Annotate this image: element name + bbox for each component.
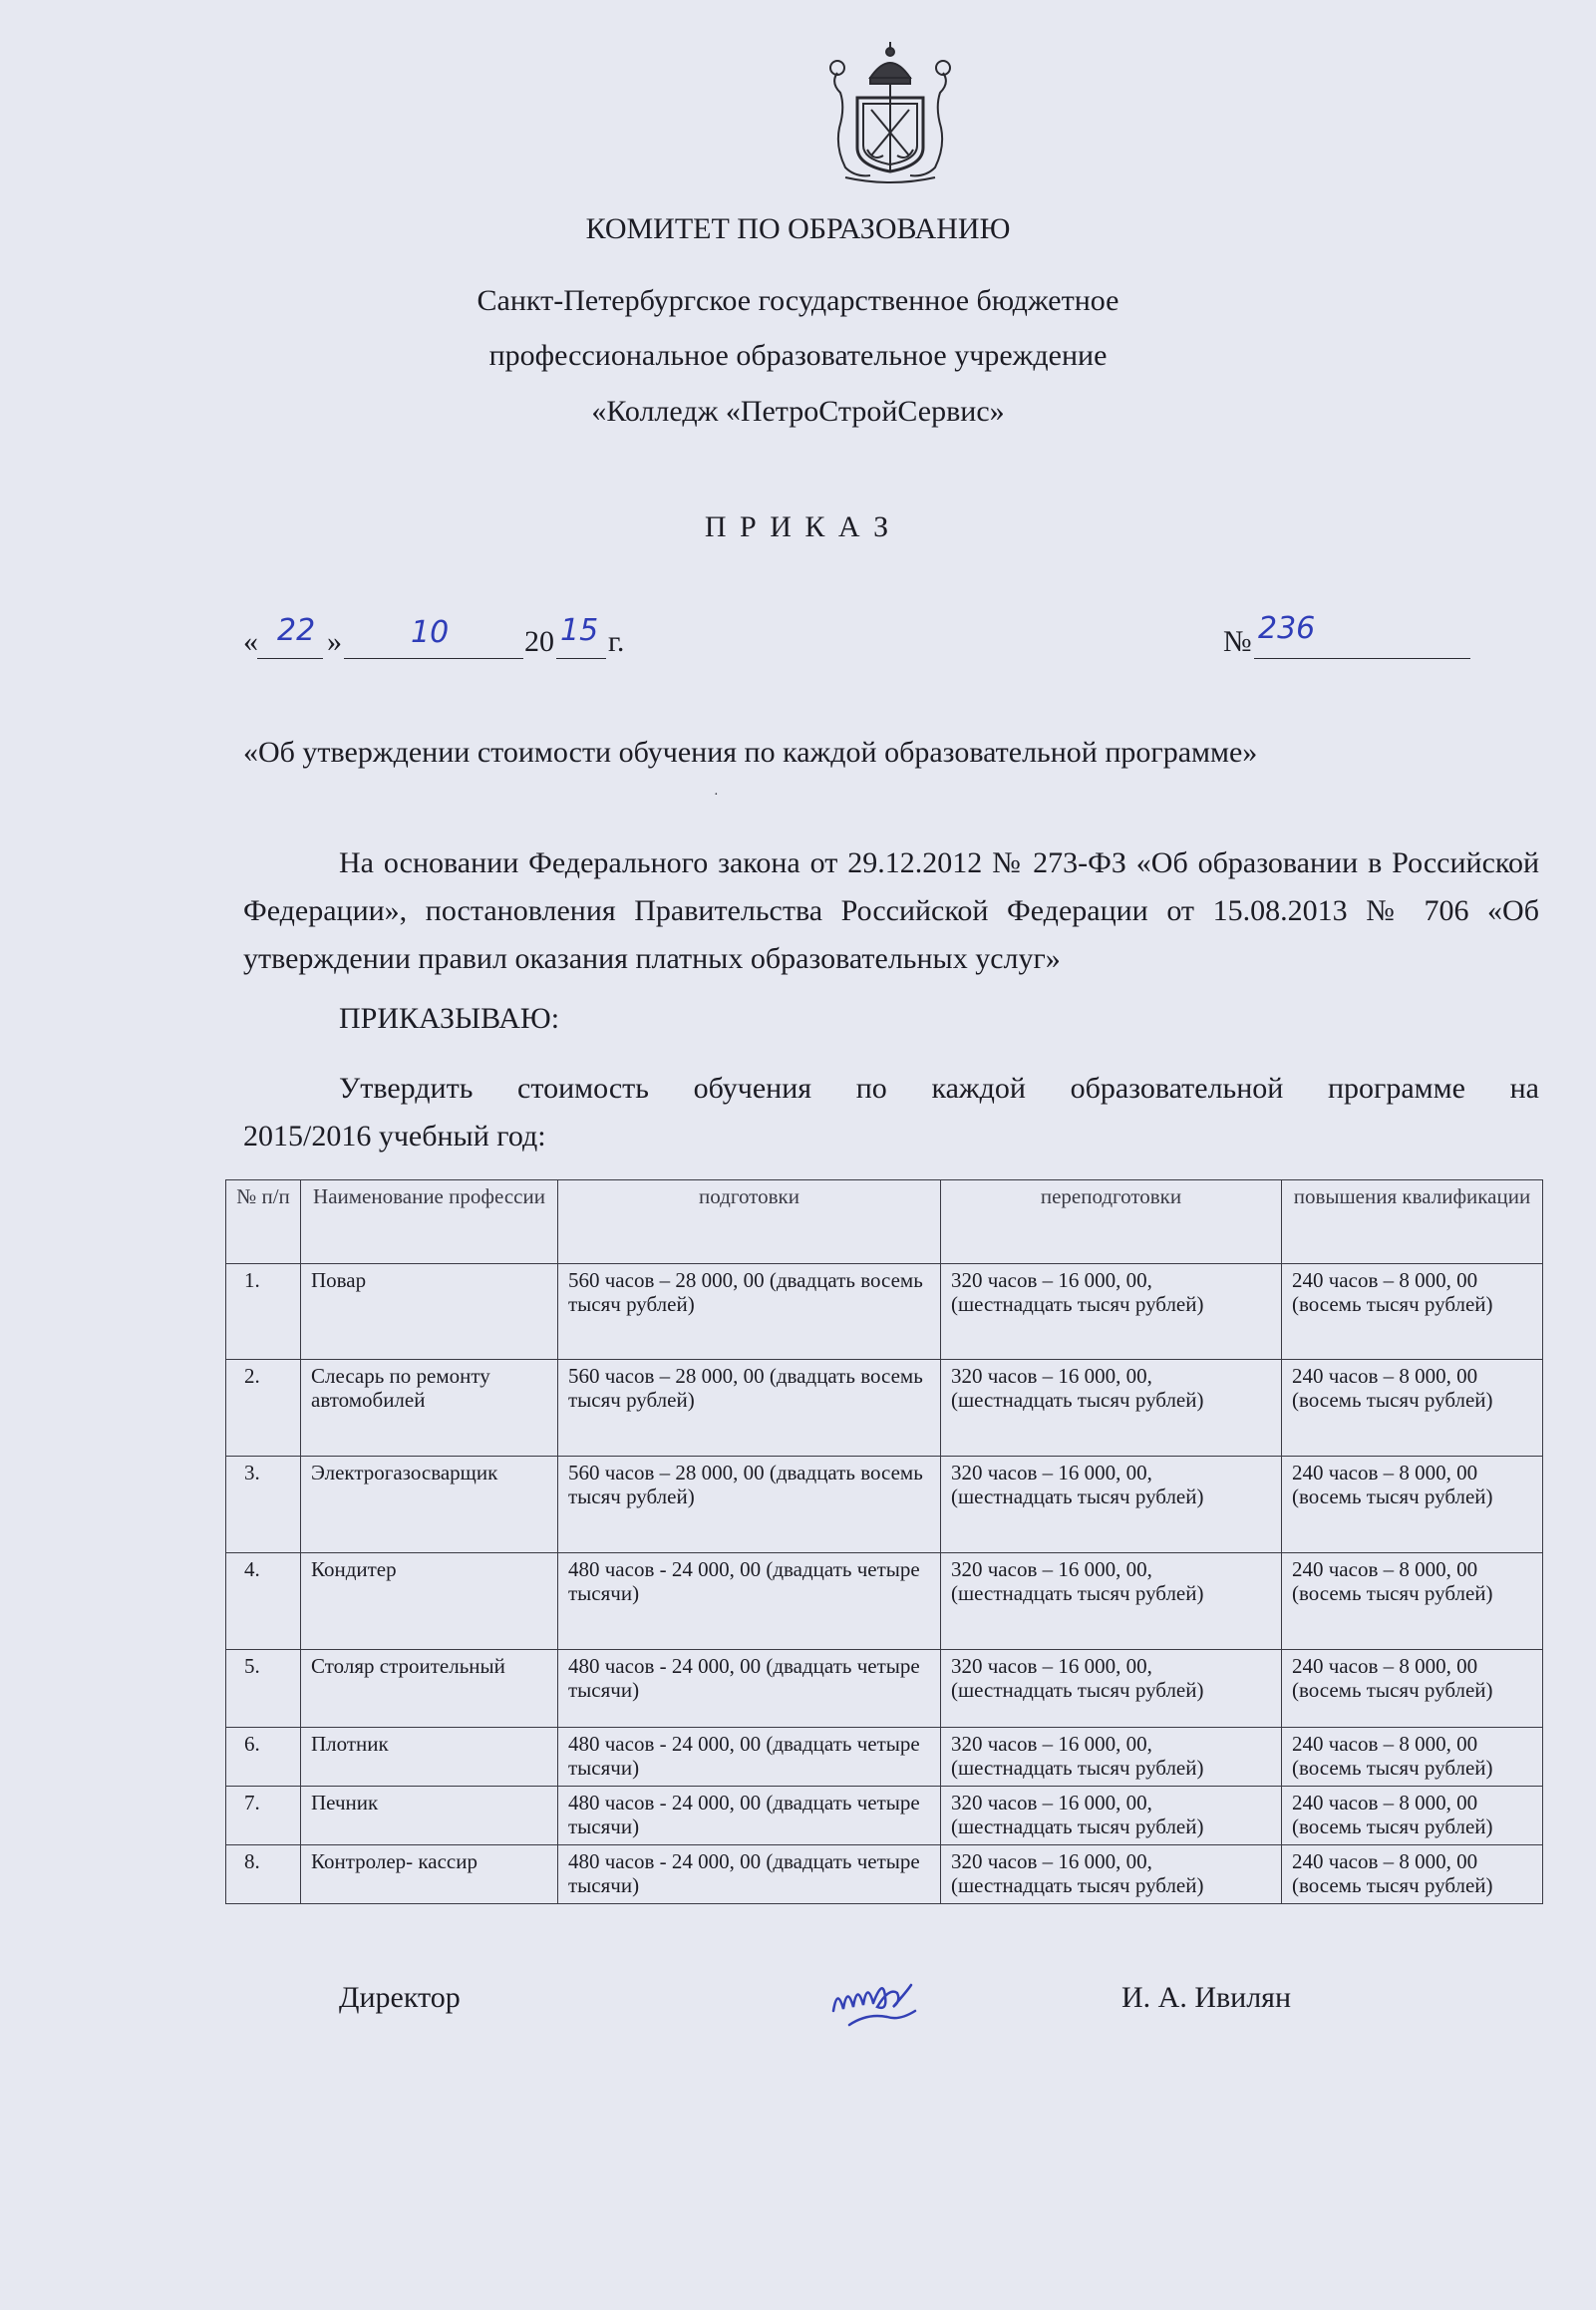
row-number: 8.	[226, 1845, 301, 1904]
row-profession: Плотник	[301, 1728, 558, 1787]
row-qualification-cost: 240 часов – 8 000, 00 (восемь тысяч рублей)	[1282, 1360, 1543, 1457]
row-qualification-cost: 240 часов – 8 000, 00 (восемь тысяч рублей)	[1282, 1553, 1543, 1650]
order-word: ПРИКАЗЫВАЮ:	[339, 1002, 560, 1035]
row-number: 2.	[226, 1360, 301, 1457]
row-number: 6.	[226, 1728, 301, 1787]
row-retraining-cost: 320 часов – 16 000, 00, (шестнадцать тысяч рублей)	[941, 1650, 1282, 1728]
row-retraining-cost: 320 часов – 16 000, 00, (шестнадцать тысяч рублей)	[941, 1728, 1282, 1787]
order-number: 236	[1258, 611, 1316, 646]
committee-title: КОМИТЕТ ПО ОБРАЗОВАНИЮ	[585, 212, 1011, 245]
order-document: КОМИТЕТ ПО ОБРАЗОВАНИЮ Санкт-Петербургское государственное бюджетное профессиональное образовательное учреждение «Колледж «ПетроСтройСервис» П Р И К А З « 22 » 10 20 15 г. № 236 «Об утверждении стоимости обучения по каждой образовательной программе» · На основании Федерального закона от 29.12.2012 № 273-ФЗ «Об образовании в Российской Федерации», постановления Правительства Российской Федерации от 15.08.2013 № 706 «Об утверждении правил оказания платных образовательных услуг» ПРИКАЗЫВАЮ: Утвердить стоимость обучения по каждой образовательной программе на 2015/2016 учебный год: № п/п Наименование профессии подготовки переподготовки повышения квалификации 1. Повар 560 часов – 28 000, 00 (двадцать восемь тысяч рублей) 320 часов – 16 000, 00, (шестнадцать тысяч рублей) 240 часов – 8 000, 00 (восемь тысяч рублей) 2. Слесарь по ремонту автомобилей 560 часов – 28 000, 00 (двадцать восемь тысяч рублей) 320 часов – 16 000, 00, (шестнадцать тысяч рублей) 240 часов – 8 000, 00 (восемь тысяч рублей) 3. Электрогазосварщик 560 часов – 28 000, 00 (двадцать восемь тысяч рублей) 320 часов – 16 000, 00, (шестнадцать тысяч рублей) 240 часов – 8 000, 00 (восемь тысяч рублей) 4. Кондитер 480 часов - 24 000, 00 (двадцать четыре тысячи) 320 часов – 16 000, 00, (шестнадцать тысяч рублей) 240 часов – 8 000, 00 (восемь тысяч рублей) 5. Столяр строительный 480 часов - 24 000, 00 (двадцать четыре тысячи) 320 часов – 16 000, 00, (шестнадцать тысяч рублей) 240 часов – 8 000, 00 (восемь тысяч рублей) 6. Плотник 480 часов - 24 000, 00 (двадцать четыре тысячи) 320 часов – 16 000, 00, (шестнадцать тысяч рублей) 240 часов – 8 000, 00 (восемь тысяч рублей) 7. Печник 480 часов - 24 000, 00 (двадцать четыре тысячи) 320 часов – 16 000, 00, (шестнадцать тысяч рублей) 240 часов – 8 000, 00 (восемь тысяч рублей) 8. Контролер- кассир 480 часов - 24 000, 00 (двадцать четыре тысячи) 320 часов – 16 000, 00, (шестнадцать тысяч рублей) 240 часов – 8 000, 00 (восемь тысяч рублей) Директор И. А. Ивилян	[0, 0, 1596, 2310]
fees-table	[225, 1179, 1543, 1904]
row-profession: Повар	[301, 1264, 558, 1360]
row-profession: Кондитер	[301, 1553, 558, 1650]
signatory-name: И. А. Ивилян	[1121, 1981, 1292, 2014]
row-training-cost: 480 часов - 24 000, 00 (двадцать четыре тысячи)	[558, 1650, 941, 1728]
date-year-unit: г.	[608, 625, 625, 658]
header-qualification: повышения квалификации	[1282, 1180, 1543, 1264]
table-row	[226, 1553, 1543, 1650]
row-retraining-cost: 320 часов – 16 000, 00, (шестнадцать тысяч рублей)	[941, 1264, 1282, 1360]
row-profession: Печник	[301, 1787, 558, 1845]
row-retraining-cost: 320 часов – 16 000, 00, (шестнадцать тысяч рублей)	[941, 1787, 1282, 1845]
table-row	[226, 1650, 1543, 1728]
row-number: 1.	[226, 1264, 301, 1360]
row-training-cost: 560 часов – 28 000, 00 (двадцать восемь тысяч рублей)	[558, 1457, 941, 1553]
org-name-line-1: Санкт-Петербургское государственное бюджетное	[477, 284, 1119, 317]
row-qualification-cost: 240 часов – 8 000, 00 (восемь тысяч рублей)	[1282, 1650, 1543, 1728]
row-training-cost: 480 часов - 24 000, 00 (двадцать четыре тысячи)	[558, 1845, 941, 1904]
table-row	[226, 1787, 1543, 1845]
table-row	[226, 1264, 1543, 1360]
approve-line-2: 2015/2016 учебный год:	[243, 1120, 546, 1153]
row-training-cost: 480 часов - 24 000, 00 (двадцать четыре тысячи)	[558, 1728, 941, 1787]
row-number: 3.	[226, 1457, 301, 1553]
date-year-suffix: 15	[560, 613, 599, 648]
row-number: 7.	[226, 1787, 301, 1845]
row-profession: Электрогазосварщик	[301, 1457, 558, 1553]
row-retraining-cost: 320 часов – 16 000, 00, (шестнадцать тысяч рублей)	[941, 1360, 1282, 1457]
date-month: 10	[411, 615, 450, 650]
basis-paragraph: На основании Федерального закона от 29.12.2012 № 273-ФЗ «Об образовании в Российской Федерации», постановления Правительства Российской Федерации от 15.08.2013 № 706 «Об утверждении правил оказания платных образовательных услуг»	[243, 846, 1539, 975]
row-retraining-cost: 320 часов – 16 000, 00, (шестнадцать тысяч рублей)	[941, 1553, 1282, 1650]
row-profession: Столяр строительный	[301, 1650, 558, 1728]
table-row	[226, 1457, 1543, 1553]
header-number: № п/п	[226, 1180, 301, 1264]
document-type: П Р И К А З	[704, 510, 892, 543]
org-name-line-3: «Колледж «ПетроСтройСервис»	[591, 395, 1005, 428]
approve-line-1: Утвердить стоимость обучения по каждой образовательной программе на	[339, 1072, 1539, 1105]
row-number: 5.	[226, 1650, 301, 1728]
row-retraining-cost: 320 часов – 16 000, 00, (шестнадцать тысяч рублей)	[941, 1457, 1282, 1553]
row-retraining-cost: 320 часов – 16 000, 00, (шестнадцать тысяч рублей)	[941, 1845, 1282, 1904]
order-number-sign: №	[1223, 625, 1252, 658]
date-open-quote: «	[243, 625, 258, 658]
director-signature	[827, 1967, 922, 2037]
header-training: подготовки	[558, 1180, 941, 1264]
row-profession: Слесарь по ремонту автомобилей	[301, 1360, 558, 1457]
row-qualification-cost: 240 часов – 8 000, 00 (восемь тысяч рублей)	[1282, 1457, 1543, 1553]
org-name-line-2: профессиональное образовательное учреждение	[488, 339, 1108, 372]
row-profession: Контролер- кассир	[301, 1845, 558, 1904]
row-training-cost: 480 часов - 24 000, 00 (двадцать четыре тысячи)	[558, 1787, 941, 1845]
row-qualification-cost: 240 часов – 8 000, 00 (восемь тысяч рублей)	[1282, 1845, 1543, 1904]
order-subject: «Об утверждении стоимости обучения по каждой образовательной программе»	[243, 736, 1258, 769]
date-year-prefix: 20	[524, 625, 554, 658]
row-qualification-cost: 240 часов – 8 000, 00 (восемь тысяч рублей)	[1282, 1787, 1543, 1845]
row-qualification-cost: 240 часов – 8 000, 00 (восемь тысяч рублей)	[1282, 1264, 1543, 1360]
row-training-cost: 480 часов - 24 000, 00 (двадцать четыре тысячи)	[558, 1553, 941, 1650]
row-number: 4.	[226, 1553, 301, 1650]
date-day: 22	[277, 613, 316, 648]
row-training-cost: 560 часов – 28 000, 00 (двадцать восемь тысяч рублей)	[558, 1360, 941, 1457]
table-row	[226, 1728, 1543, 1787]
header-retraining: переподготовки	[941, 1180, 1282, 1264]
table-header-row	[226, 1180, 1543, 1264]
signatory-title: Директор	[339, 1981, 461, 2014]
table-row	[226, 1360, 1543, 1457]
header-profession: Наименование профессии	[301, 1180, 558, 1264]
saint-petersburg-emblem-icon	[815, 38, 965, 187]
table-row	[226, 1845, 1543, 1904]
row-qualification-cost: 240 часов – 8 000, 00 (восемь тысяч рублей)	[1282, 1728, 1543, 1787]
date-close-quote: »	[327, 625, 342, 658]
row-training-cost: 560 часов – 28 000, 00 (двадцать восемь тысяч рублей)	[558, 1264, 941, 1360]
